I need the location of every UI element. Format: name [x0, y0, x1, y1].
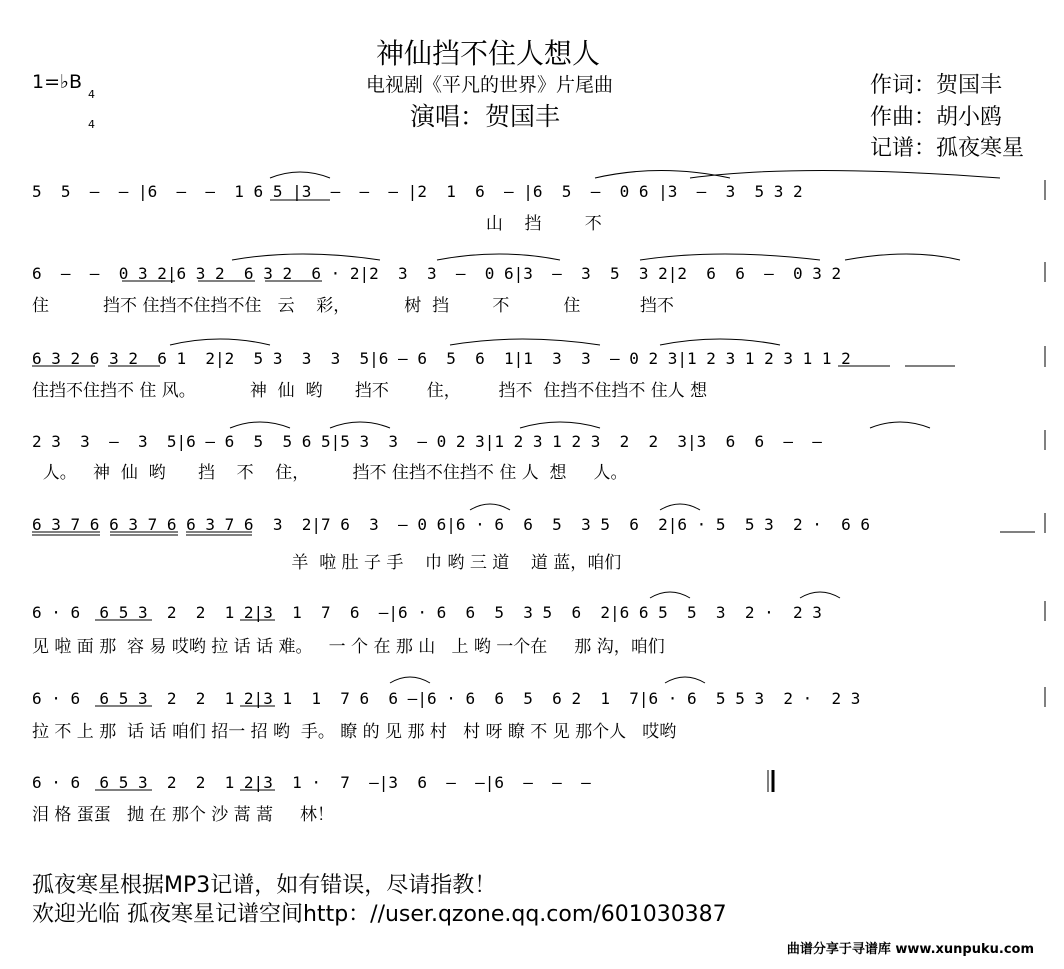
score-line-6-lyrics: 见 啦 面 那 容 易 哎哟 拉 话 话 难。 一 个 在 那 山 上 哟 一个在 那 沟，咱们 [32, 637, 665, 657]
singer: 演唱：贺国丰 [410, 102, 561, 131]
score-line-7-notes: 6 · 6 6 5 3 2 2 1 2|3 1 1 7 6 6 –|6 · 6 6 5 6 2 1 7|6 · 6 5 5 3 2 · 2 3 [32, 689, 861, 708]
composer: 作曲：胡小鸥 [870, 105, 1003, 130]
page-title: 神仙挡不住人想人 [376, 37, 601, 70]
score-line-6-notes: 6 · 6 6 5 3 2 2 1 2|3 1 7 6 –|6 · 6 6 5 3 5 6 2|6 6 5 5 3 2 · 2 3 [32, 603, 822, 622]
score-line-7-lyrics: 拉 不 上 那 话 话 咱们 招一 招 哟 手。 瞭 的 见 那 村 村 呀 瞭 不 见 那个人 哎哟 [32, 722, 677, 742]
source-credit: 曲谱分享于寻谱库 www.xunpuku.com [786, 942, 1034, 957]
score-line-5-notes: 6 3 7 6 6 3 7 6 6 3 7 6 3 2|7 6 3 – 0 6|6 · 6 6 5 3 5 6 2|6 · 5 5 3 2 · 6 6 [32, 515, 871, 534]
score-line-5-lyrics: 羊 啦 肚 子 手 巾 哟 三 道 道 蓝，咱们 [32, 553, 622, 573]
score-line-8-lyrics: 泪 格 蛋蛋 抛 在 那个 沙 蒿 蒿 林！ [32, 805, 335, 825]
score-line-1-notes: 5 5 – – |6 – – 1 6 5 |3 – – – |2 1 6 – |6 5 – 0 6 |3 – 3 5 3 2 [32, 182, 803, 201]
time-top: 4 [88, 88, 95, 101]
key-signature: 1=♭B [32, 71, 83, 93]
score-line-4-notes: 2 3 3 – 3 5|6 – 6 5 5 6 5|5 3 3 – 0 2 3|1 2 3 1 2 3 2 2 3|3 6 6 – – [32, 432, 822, 451]
score-line-1-lyrics: 山 挡 不 [32, 214, 602, 234]
time-bottom: 4 [88, 118, 95, 131]
footer-welcome: 欢迎光临 孤夜寒星记谱空间http：//user.qzone.qq.com/601030387 [32, 902, 727, 927]
footer-note: 孤夜寒星根据MP3记谱，如有错误，尽请指教！ [32, 873, 497, 898]
lyricist: 作词：贺国丰 [870, 73, 1003, 98]
score-line-2-notes: 6 – – 0 3 2|6 3 2 6 3 2 6 · 2|2 3 3 – 0 6|3 – 3 5 3 2|2 6 6 – 0 3 2 [32, 264, 842, 283]
score-line-3-notes: 6 3 2 6 3 2 6 1 2|2 5 3 3 3 5|6 – 6 5 6 1|1 3 3 – 0 2 3|1 2 3 1 2 3 1 1 2 [32, 349, 851, 368]
score-line-8-notes: 6 · 6 6 5 3 2 2 1 2|3 1 · 7 –|3 6 – –|6 – – – [32, 773, 591, 792]
subtitle: 电视剧《平凡的世界》片尾曲 [366, 74, 614, 96]
score-line-3-lyrics: 住挡不住挡不 住 风。 神 仙 哟 挡不 住， 挡不 住挡不住挡不 住人 想 [32, 381, 708, 401]
transcriber: 记谱：孤夜寒星 [870, 136, 1025, 161]
score-line-2-lyrics: 住 挡不 住挡不住挡不住 云 彩， 树 挡 不 住 挡不 [32, 296, 674, 316]
time-signature [88, 70, 95, 140]
score-line-4-lyrics: 人。 神 仙 哟 挡 不 住， 挡不 住挡不住挡不 住 人 想 人。 [32, 463, 628, 483]
